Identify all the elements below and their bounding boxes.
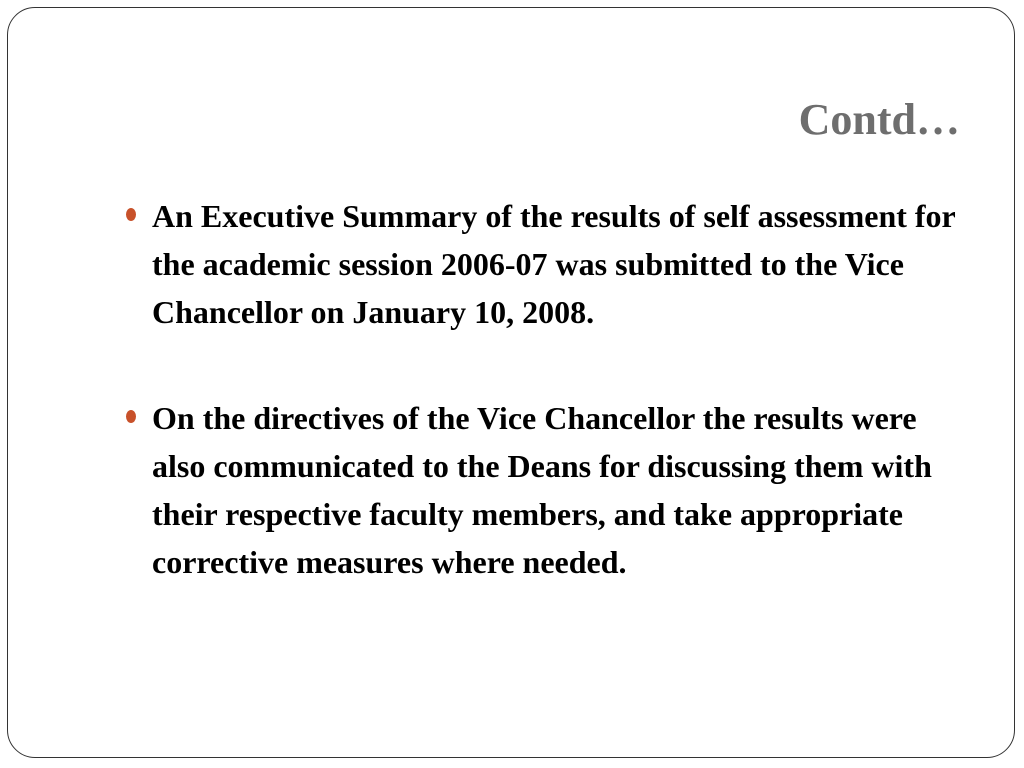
bullet-item-2 [120, 394, 980, 586]
bullet-dot-icon [126, 410, 136, 423]
bullet-item-1 [120, 192, 980, 336]
bullet-list [120, 192, 980, 586]
bullet-text-2: On the directives of the Vice Chancellor the results were also communicated to the Deans for discussing them with their respective faculty members, and take appropriate corrective measures where needed. [152, 400, 932, 580]
slide-title: Contd… [798, 95, 960, 144]
bullet-text-1: An Executive Summary of the results of self assessment for the academic session 2006-07 was submitted to the Vice Chancellor on January 10, 2008. [152, 198, 956, 330]
bullet-dot-icon [126, 208, 136, 221]
